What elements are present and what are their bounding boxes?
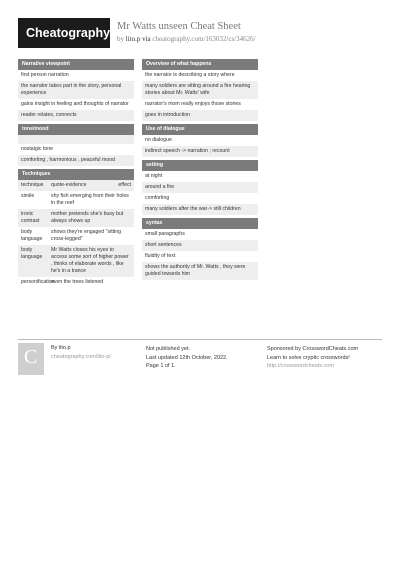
right-column	[142, 59, 258, 283]
list-item: many soldiers after the war-> still children	[142, 204, 258, 215]
section-techniques	[18, 169, 134, 288]
footer-sponsor	[267, 345, 358, 371]
technique-evidence: quote-evidence	[51, 182, 87, 188]
list-item: comforting , harmonious , peaceful mood	[18, 155, 134, 166]
technique-term: simile	[21, 193, 35, 199]
technique-term: ironic contrast	[21, 211, 40, 224]
section-narrative-viewpoint	[18, 59, 134, 121]
table-row	[18, 227, 134, 245]
technique-evidence: even the trees listened	[51, 279, 104, 285]
section-heading: setting	[142, 160, 258, 171]
sheet-title: Mr Watts unseen Cheat Sheet	[117, 21, 241, 32]
byline-prefix: by	[117, 35, 124, 43]
table-row	[18, 209, 134, 227]
technique-evidence: shy fish emerging from their holes in the reef	[51, 193, 129, 206]
table-row	[18, 180, 134, 191]
section-syntax	[142, 218, 258, 280]
section-overview	[142, 59, 258, 121]
technique-evidence: shows they're engaged "sitting cross-legged"	[51, 229, 122, 242]
byline	[117, 35, 256, 43]
list-item: first person narration	[21, 72, 69, 78]
technique-effect: effect	[118, 182, 131, 188]
section-heading: Techniques	[18, 169, 134, 180]
list-item: fluidity of text	[145, 253, 176, 259]
footer-author[interactable]: By lito.p	[51, 345, 71, 351]
list-item: gains insight in feeling and thoughts of narrator	[21, 101, 129, 107]
footer-author-url[interactable]: cheatography.com/lito-p/	[51, 354, 111, 360]
technique-evidence: mother pretends she's busy but always shows up	[51, 211, 124, 224]
list-item: small paragraphs	[145, 231, 185, 237]
table-row	[18, 277, 134, 288]
list-item: many soldiers are sitting around a fire hearing stories about Mr. Watts' wife	[142, 81, 258, 99]
sponsor-url[interactable]: http://crosswordcheats.com	[267, 363, 334, 369]
list-item	[18, 135, 134, 144]
left-column	[18, 59, 134, 291]
section-tone-mood	[18, 124, 134, 166]
sheet-footer	[18, 342, 382, 382]
sheet-header	[18, 18, 382, 50]
technique-evidence: Mr Watts closes his eyes to access some sort of higher power , thinks of elaborate words , like he's in a trance	[51, 247, 129, 274]
technique-term: personification	[21, 279, 55, 285]
published-status: Not published yet.	[146, 346, 191, 352]
cheatography-logo[interactable]: Cheatography	[18, 18, 110, 48]
table-row	[18, 245, 134, 277]
list-item: at night	[145, 173, 163, 179]
sponsor-tagline: Learn to solve cryptic crosswords!	[267, 354, 350, 361]
list-item: the narrator takes part in the story, personal experience	[18, 81, 134, 99]
technique-term: body language	[21, 229, 43, 242]
section-setting	[142, 160, 258, 215]
list-item: no dialogue	[145, 137, 172, 143]
list-item: goes in introduction	[142, 110, 258, 121]
list-item: around a fire	[142, 182, 258, 193]
table-row	[18, 191, 134, 209]
section-heading: Use of dialogue	[142, 124, 258, 135]
section-heading: Overview of what happens	[142, 59, 258, 70]
last-updated: Last updated 12th October, 2022.	[146, 354, 228, 361]
section-heading: syntax	[142, 218, 258, 229]
section-heading: Narrative viewpoint	[18, 59, 134, 70]
technique-term: technique	[21, 182, 44, 188]
footer-divider	[18, 339, 382, 340]
section-use-of-dialogue	[142, 124, 258, 157]
list-item: the narrator is describing a story where	[145, 72, 235, 78]
author-link[interactable]: lito.p	[125, 35, 141, 43]
list-item: narrator's mom really enjoys those stories	[145, 101, 241, 107]
avatar-letter: C	[24, 346, 38, 368]
list-item: comforting	[145, 195, 170, 201]
section-heading: tone/mood	[18, 124, 134, 135]
list-item: short sentences	[142, 240, 258, 251]
list-item: reader relates, connects	[18, 110, 134, 121]
list-item: shows the authority of Mr. Watts , they were guided towards him	[142, 262, 258, 280]
technique-term: body language	[21, 247, 43, 260]
list-item: indirect speech -> narration ; recount	[142, 146, 258, 157]
list-item: nostalgic tone	[21, 146, 54, 152]
avatar	[18, 343, 44, 375]
footer-publish-info	[146, 345, 228, 371]
page-count: Page 1 of 1.	[146, 363, 176, 369]
sheet-url-link[interactable]: cheatography.com/163032/cs/34626/	[152, 35, 256, 43]
sponsor-link[interactable]: Sponsored by CrosswordCheats.com	[267, 346, 359, 352]
byline-via: via	[142, 35, 151, 43]
